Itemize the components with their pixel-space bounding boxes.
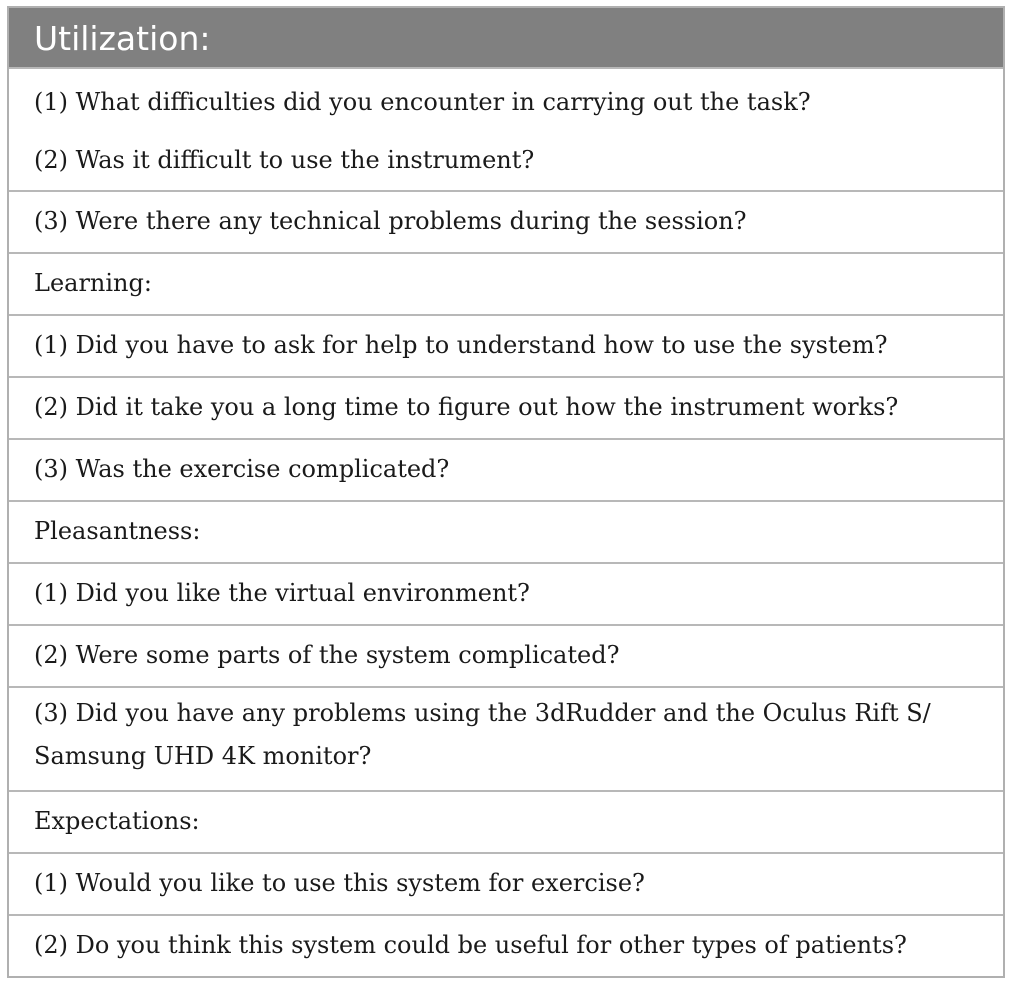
row-text: Expectations: — [34, 807, 200, 835]
row-text: (1) What difficulties did you encounter in carrying out the task? — [34, 88, 811, 116]
table-row — [9, 624, 1003, 686]
table-row — [9, 190, 1003, 252]
questionnaire-table — [7, 6, 1005, 978]
section-heading-pleasantness — [9, 500, 1003, 562]
table-row — [9, 852, 1003, 914]
table-row — [9, 562, 1003, 624]
section-heading-learning — [9, 252, 1003, 314]
row-text: Pleasantness: — [34, 517, 201, 545]
row-text: (3) Did you have any problems using the 3dRudder and the Oculus Rift S/ — [34, 699, 931, 727]
table-header: Utilization: — [9, 6, 1003, 67]
table-row — [9, 914, 1003, 976]
row-text: (1) Did you have to ask for help to understand how to use the system? — [34, 331, 888, 359]
row-text: (3) Were there any technical problems during the session? — [34, 207, 747, 235]
row-text: (2) Were some parts of the system complicated? — [34, 641, 620, 669]
table-row — [9, 438, 1003, 500]
table-row — [9, 67, 1003, 190]
row-text: Learning: — [34, 269, 152, 297]
row-text: (2) Do you think this system could be useful for other types of patients? — [34, 931, 907, 959]
row-text: (3) Was the exercise complicated? — [34, 455, 450, 483]
row-text: (1) Did you like the virtual environment? — [34, 579, 530, 607]
section-heading-expectations — [9, 790, 1003, 852]
row-text: (2) Was it difficult to use the instrument? — [34, 146, 535, 174]
table-row — [9, 314, 1003, 376]
table-row — [9, 376, 1003, 438]
row-text: (1) Would you like to use this system for exercise? — [34, 869, 645, 897]
row-text: Samsung UHD 4K monitor? — [34, 742, 372, 770]
row-text: (2) Did it take you a long time to figure out how the instrument works? — [34, 393, 899, 421]
table-row — [9, 686, 1003, 790]
